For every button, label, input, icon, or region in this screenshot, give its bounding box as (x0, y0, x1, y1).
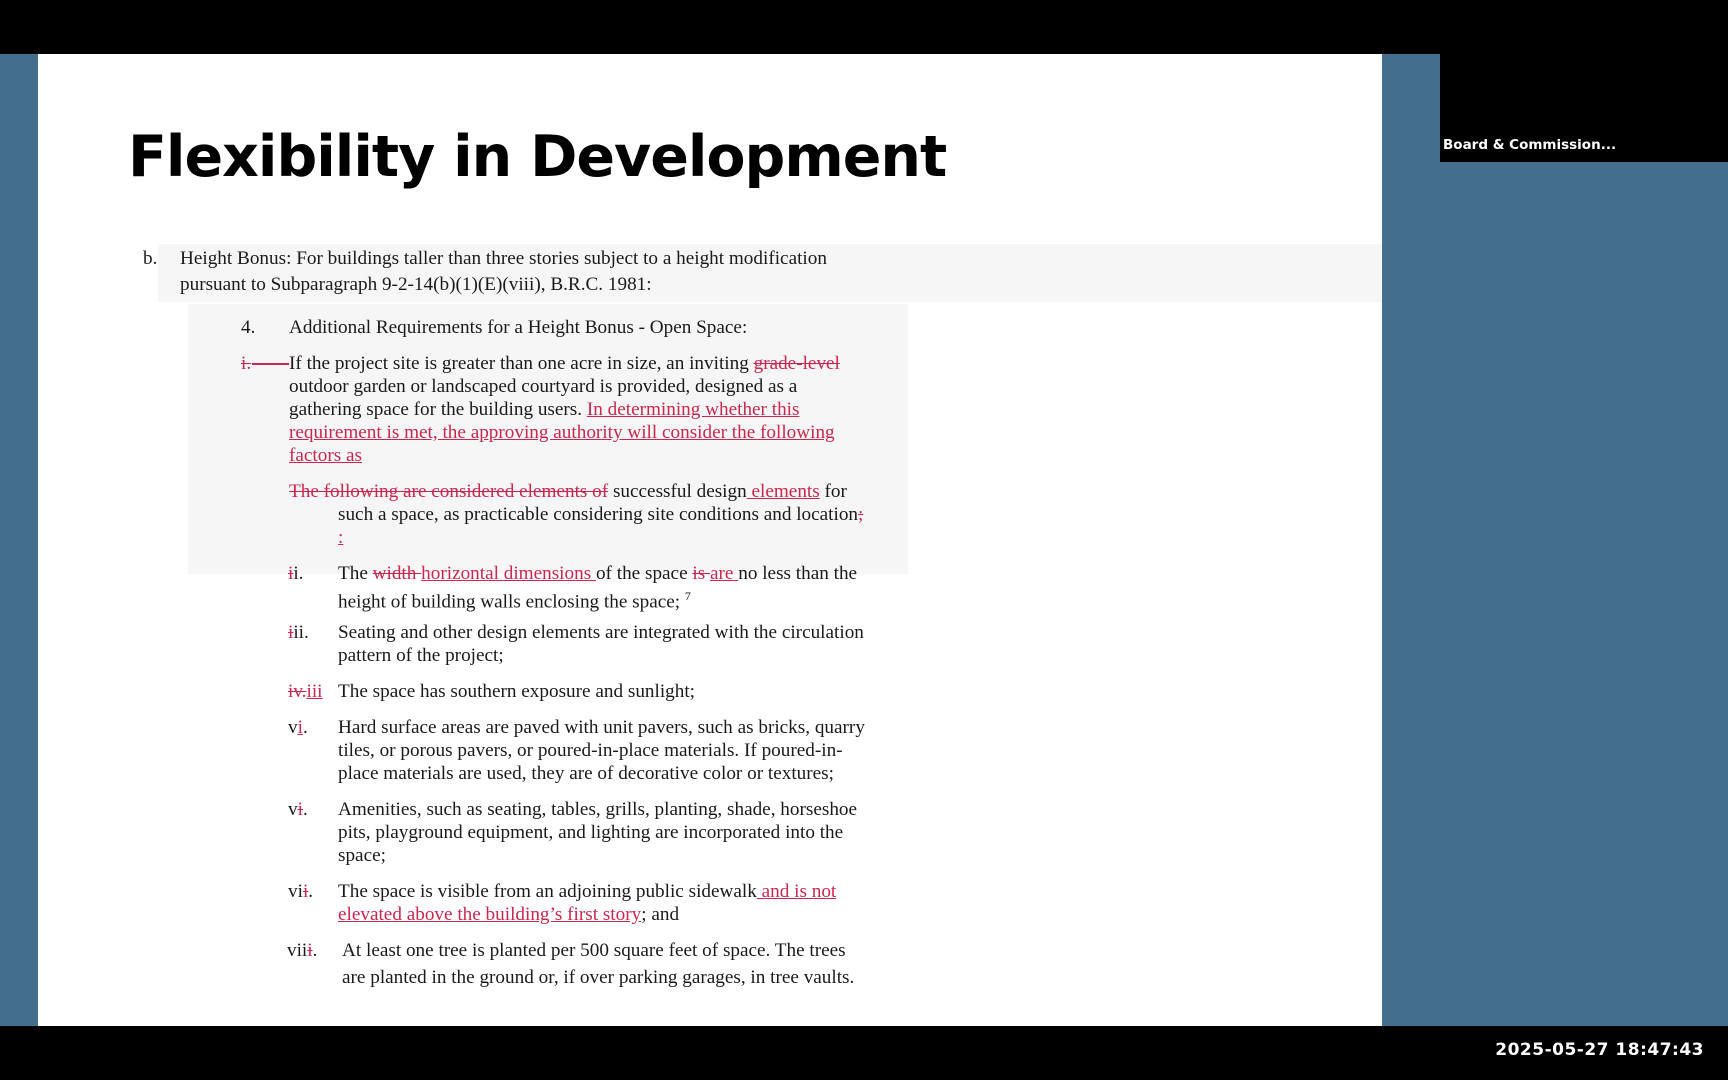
item-iv-marker: iv.iii (288, 681, 323, 702)
item-viii-line: are planted in the ground or, if over parking garages, in tree vaults. (342, 967, 855, 988)
item-ii-line: height of building walls enclosing the space; $^7$ (338, 589, 691, 613)
item-v-line: Hard surface areas are paved with unit pavers, such as bricks, quarry (338, 717, 865, 738)
item-v-line: tiles, or porous pavers, or poured-in-place materials. If poured-in- (338, 740, 843, 761)
para-i-line: requirement is met, the approving authority will consider the following (289, 422, 835, 443)
item-viii-line: At least one tree is planted per 500 square feet of space. The trees (342, 940, 846, 961)
slide-title: Flexibility in Development (128, 124, 947, 190)
item-vi-line: Amenities, such as seating, tables, grills, planting, shade, horseshoe (338, 799, 858, 820)
item-v-line: place materials are used, they are of decorative color or textures; (338, 763, 834, 784)
item-vi-line: pits, playground equipment, and lighting are incorporated into the (338, 822, 844, 843)
para-i-line: gathering space for the building users. In determining whether this (289, 399, 800, 420)
item-viii-marker: viii. (287, 940, 318, 961)
item-vii-line: The space is visible from an adjoining public sidewalk and is not (338, 881, 837, 902)
para-i-line: outdoor garden or landscaped courtyard is provided, designed as a (289, 376, 798, 397)
participant-video-tile[interactable] (1440, 54, 1728, 162)
item-ii-marker: ii. (288, 563, 304, 584)
shared-slide (38, 54, 1382, 1026)
following-para-line: The following are considered elements of successful design elements for (289, 481, 847, 502)
meeting-top-bar (0, 0, 1728, 54)
section-b-line: Height Bonus: For buildings taller than three stories subject to a height modification (180, 248, 827, 269)
para-i-line: factors as (289, 445, 362, 466)
recording-timestamp: 2025-05-27 18:47:43 (1495, 1040, 1704, 1060)
item-iii-marker: iii. (288, 622, 309, 643)
para-i-deleted-marker: i. (241, 353, 252, 374)
footnote-marker: 7 (684, 589, 691, 603)
item-iv-line: The space has southern exposure and sunlight; (338, 681, 696, 702)
section-b-line: pursuant to Subparagraph 9-2-14(b)(1)(E)(viii), B.R.C. 1981: (180, 274, 652, 295)
section-4-heading: Additional Requirements for a Height Bonus - Open Space: (289, 317, 748, 338)
item-vii-line: elevated above the building’s first story; and (338, 904, 680, 925)
deleted-tab-line (252, 363, 289, 365)
meeting-bottom-bar (0, 1026, 1728, 1080)
item-iii-line: pattern of the project; (338, 645, 504, 666)
section-b-marker: b. (143, 248, 158, 269)
section-4-marker: 4. (241, 317, 256, 338)
item-vi-line: space; (338, 845, 386, 866)
item-vii-marker: vii. (288, 881, 314, 902)
following-para-line: : (338, 527, 344, 548)
participant-name: Board & Commission... (1443, 137, 1617, 153)
item-v-marker: vi. (288, 717, 308, 738)
item-iii-line: Seating and other design elements are integrated with the circulation (338, 622, 864, 643)
item-vi-marker: vi. (288, 799, 308, 820)
following-para-line: such a space, as practicable considering site conditions and location; (338, 504, 864, 525)
para-i-line: If the project site is greater than one acre in size, an inviting grade-level (289, 353, 840, 374)
item-ii-line: The width horizontal dimensions of the space is are no less than the (338, 563, 858, 584)
